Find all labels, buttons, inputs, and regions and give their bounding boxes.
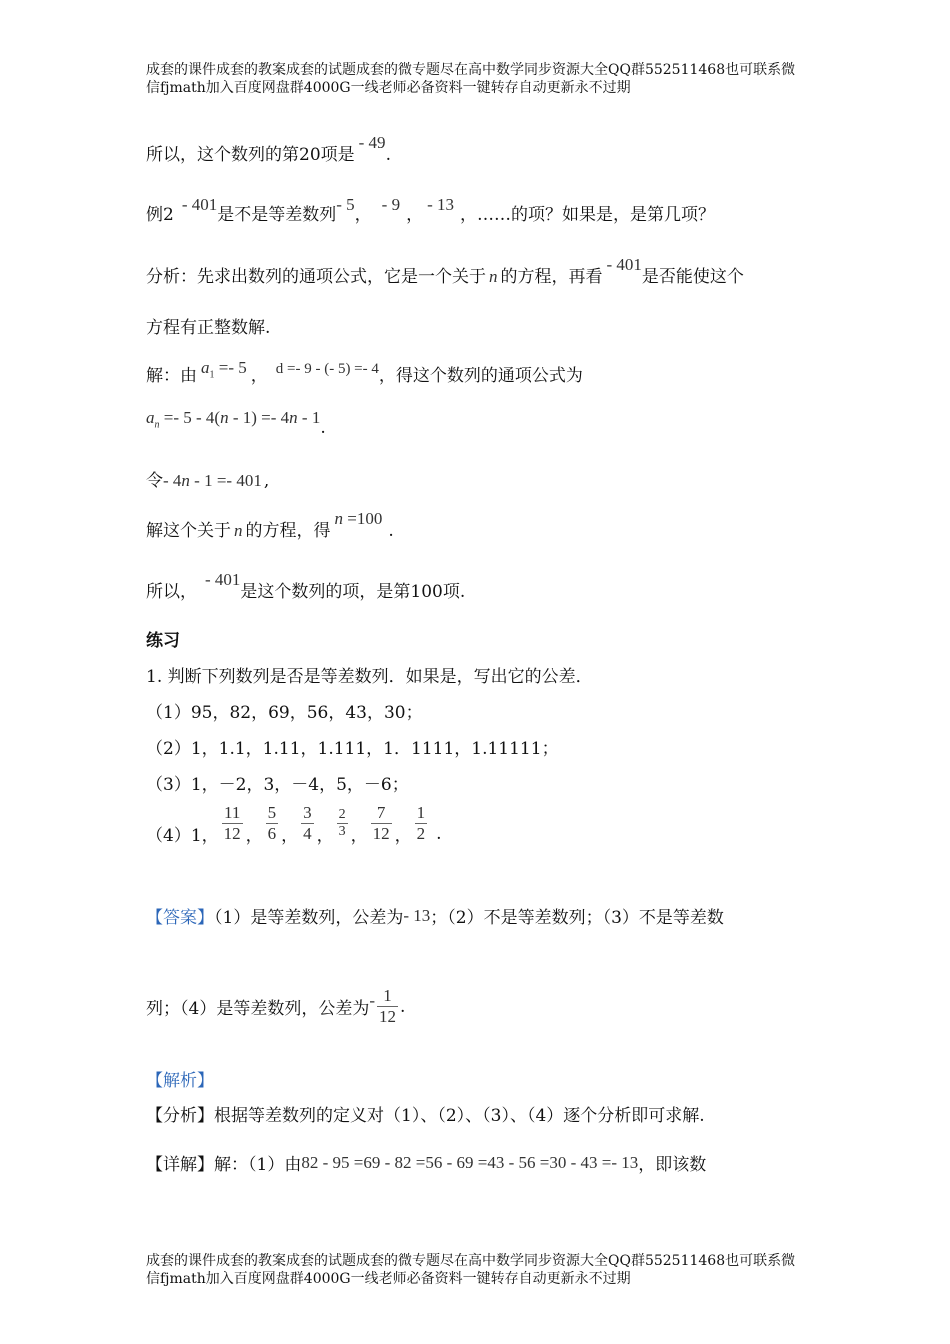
conclusion-line-2 xyxy=(146,570,466,602)
fraction-item xyxy=(222,803,243,844)
math-value: - 9 xyxy=(381,195,401,214)
text: ，得这个数列的通项公式为 xyxy=(378,366,583,386)
math-value: - 13 xyxy=(427,195,455,214)
solution-line xyxy=(146,358,583,388)
text: . xyxy=(320,418,326,438)
fraction-item xyxy=(371,803,392,844)
fraction-denominator: 3 xyxy=(338,824,346,839)
text: 分析：先求出数列的通项公式，它是一个关于 xyxy=(146,267,486,287)
fraction-denominator: 12 xyxy=(379,1007,396,1026)
fenxi-tag: 【分析】 xyxy=(146,1106,214,1126)
math-expression: 82 - 95 =69 - 82 =56 - 69 =43 - 56 =30 - 43 =- 13 xyxy=(301,1153,639,1172)
footer-line-1: 成套的课件成套的教案成套的试题成套的微专题尽在高中数学同步资源大全QQ群552511468也可联系微 xyxy=(146,1253,796,1269)
footer-line-2: 信fjmath加入百度网盘群4000G一线老师必备资料一键转存自动更新永不过期 xyxy=(146,1271,631,1287)
math-variable: a xyxy=(146,408,155,427)
text: 是这个数列的项，是第100项. xyxy=(240,582,466,602)
fraction-numerator: 7 xyxy=(376,803,386,822)
math-value: =- 5 xyxy=(214,358,247,377)
math-variable: n xyxy=(234,521,243,540)
math-a1 xyxy=(201,358,247,381)
header-line-1: 成套的课件成套的教案成套的试题成套的微专题尽在高中数学同步资源大全QQ群552511468也可联系微 xyxy=(146,62,796,78)
fraction-numerator: 2 xyxy=(338,807,346,822)
text: 解：（1）由 xyxy=(214,1155,302,1175)
text: 令 xyxy=(146,471,163,491)
separator: ， xyxy=(281,826,299,846)
analysis-line-2: 方程有正整数解. xyxy=(146,318,271,338)
math-variable: a xyxy=(201,358,210,377)
text: ，……的项？如果是，是第几项？ xyxy=(460,205,716,225)
text: 列；（4）是等差数列，公差为 xyxy=(146,999,370,1019)
solve-line xyxy=(146,509,394,541)
text: （4）1， xyxy=(146,826,219,846)
practice-item-4 xyxy=(146,803,442,844)
fraction-denominator: 12 xyxy=(223,824,241,843)
example-2-line xyxy=(146,195,716,225)
general-term-formula xyxy=(146,408,326,438)
text: ， xyxy=(354,205,372,225)
fraction-item xyxy=(301,803,314,844)
separator: ， xyxy=(316,826,334,846)
answer-tag: 【答案】 xyxy=(146,908,214,928)
text: , xyxy=(263,471,270,491)
fraction-item xyxy=(266,803,279,844)
text: . xyxy=(388,521,394,541)
practice-title: 练习 xyxy=(146,631,180,651)
text: 是不是等差数列 xyxy=(217,205,337,225)
text: . xyxy=(400,996,406,1017)
math-expression: - 1 =- 401 xyxy=(189,471,262,490)
text: 的方程，得 xyxy=(245,521,331,541)
math-value: - 401 xyxy=(181,195,218,214)
text: ， xyxy=(250,366,268,386)
practice-item-3: （3）1，－2，3，－4，5，－6； xyxy=(146,775,409,795)
separator: ， xyxy=(245,826,263,846)
math-subscript: n xyxy=(154,419,160,431)
text: 所以， xyxy=(146,582,197,602)
separator: ， xyxy=(350,826,368,846)
math-expression: d =- 9 - (- 5) =- 4 xyxy=(275,361,379,377)
fraction-item xyxy=(337,807,348,840)
text: （1）是等差数列，公差为 xyxy=(214,908,404,928)
fraction-numerator: 3 xyxy=(303,803,312,822)
conclusion-line xyxy=(146,133,391,165)
math-expression: =- 5 - 4( xyxy=(159,408,221,427)
text: 解这个关于 xyxy=(146,521,231,541)
fraction-denominator: 12 xyxy=(372,824,390,843)
text: 的方程，再看 xyxy=(500,267,603,287)
answer-line-2 xyxy=(146,986,405,1027)
example-label: 例2 xyxy=(146,205,174,225)
text: 所以，这个数列的第20项是 xyxy=(146,145,355,165)
fraction-numerator: 5 xyxy=(267,803,277,822)
analysis-tag: 【解析】 xyxy=(146,1071,214,1091)
math-variable: n xyxy=(181,471,190,490)
math-variable: n xyxy=(289,408,298,427)
fraction-denominator: 2 xyxy=(416,824,426,843)
math-expression: - 1) =- 4 xyxy=(228,408,290,427)
text: . xyxy=(436,823,442,844)
math-value: - 49 xyxy=(358,133,386,152)
math-value: - 401 xyxy=(205,570,241,589)
text: 根据等差数列的定义对（1）、（2）、（3）、（4）逐个分析即可求解. xyxy=(214,1106,705,1126)
separator: ， xyxy=(394,826,412,846)
fraction-item xyxy=(415,803,428,844)
math-variable: n xyxy=(489,267,498,286)
text: 解：由 xyxy=(146,366,197,386)
answer-fraction xyxy=(377,986,398,1027)
math-value: - 13 xyxy=(403,906,431,925)
math-expression: - 1 xyxy=(297,408,321,427)
fenxi-line xyxy=(146,1101,705,1126)
detail-tag: 【详解】 xyxy=(146,1155,214,1175)
text: ，即该数 xyxy=(638,1155,707,1175)
math-expression: - 4 xyxy=(163,471,182,490)
text: ；（2）不是等差数列；（3）不是等差数 xyxy=(430,908,724,928)
fraction-denominator: 6 xyxy=(267,824,277,843)
detail-line xyxy=(146,1150,706,1175)
practice-item-2: （2）1，1.1，1.11，1.111，1．1111，1.11111； xyxy=(146,739,559,759)
practice-question-1: 1. 判断下列数列是否是等差数列．如果是，写出它的公差． xyxy=(146,667,593,687)
answer-line-1 xyxy=(146,903,724,928)
practice-item-1: （1）95，82，69，56，43，30； xyxy=(146,703,423,723)
math-sign: - xyxy=(369,990,375,1010)
math-subscript: 1 xyxy=(209,369,215,381)
let-equation xyxy=(146,466,269,491)
fraction-numerator: 11 xyxy=(223,803,241,822)
header-line-2: 信fjmath加入百度网盘群4000G一线老师必备资料一键转存自动更新永不过期 xyxy=(146,80,631,96)
math-value: - 401 xyxy=(606,255,642,274)
fraction-denominator: 4 xyxy=(303,824,312,843)
fraction-list xyxy=(219,803,431,844)
math-value: - 5 xyxy=(336,195,355,214)
analysis-line-1 xyxy=(146,255,744,287)
text: . xyxy=(385,145,391,165)
fraction-numerator: 1 xyxy=(416,803,426,822)
fraction-numerator: 1 xyxy=(383,986,392,1005)
text: ， xyxy=(406,205,424,225)
math-result: n =100 xyxy=(334,509,383,528)
text: 是否能使这个 xyxy=(641,267,744,287)
math-variable: n xyxy=(220,408,229,427)
